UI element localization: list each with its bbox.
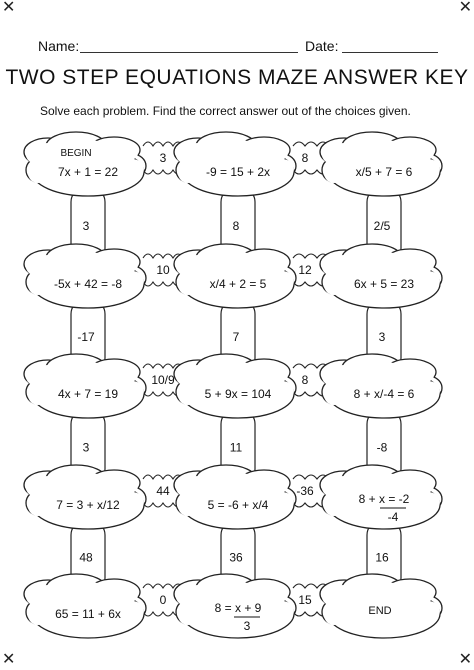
end-label: END [368,605,392,617]
answer-choice: -17 [77,330,95,344]
equation-text: 5 + 9x = 104 [204,387,272,401]
equation-text: 65 = 11 + 6x [55,607,121,621]
equation-cloud [24,132,146,196]
answer-choice: 15 [298,593,312,607]
answer-choice: 3 [378,330,386,344]
equation-cloud [24,574,146,638]
answer-choice: 10/9 [151,373,175,387]
corner-cross-icon: ✕ [2,0,16,16]
equation-cloud [174,132,296,196]
answer-choice: 48 [79,550,93,565]
corner-cross-icon: ✕ [2,651,16,668]
equation-cloud [174,244,296,308]
equation-text: -9 = 15 + 2x [205,165,271,179]
answer-choice: 3 [82,219,90,233]
equation-text: 7x + 1 = 22 [57,165,119,179]
answer-choice: 3 [159,151,167,165]
equation-cloud [24,465,146,529]
answer-choice: 16 [375,550,389,565]
date-label: Date: [305,38,339,54]
equation-cloud [320,354,442,418]
equation-text: x/4 + 2 = 5 [209,277,267,291]
equation-text: 6x + 5 = 23 [353,277,415,291]
answer-choice: 0 [159,593,167,607]
equation-cloud [24,354,146,418]
answer-choice: -36 [296,484,314,498]
answer-choice: 8 [232,219,240,233]
equation-text: 8 + x/-4 = 6 [353,387,415,401]
answer-choice: 10 [156,263,170,277]
answer-choice: 12 [298,263,312,277]
equation-text: -5x + 42 = -8 [53,277,123,291]
begin-label: BEGIN [60,148,92,159]
answer-choice: 7 [232,330,240,344]
equation-cloud [24,244,146,308]
equation-cloud [174,354,296,418]
equation-text: 7 = 3 + x/12 [56,498,120,512]
equation-text: 5 = -6 + x/4 [207,498,269,512]
answer-choice: 36 [229,550,243,565]
equation-denominator: -4 [387,510,399,524]
corner-cross-icon: ✕ [458,651,472,668]
page-title: TWO STEP EQUATIONS MAZE ANSWER KEY [5,66,469,89]
answer-choice: -8 [376,440,388,455]
answer-choice: 44 [156,484,170,498]
equation-text: 8 = x + 9 [214,601,262,615]
name-label: Name: [38,38,80,54]
equation-denominator: 3 [243,619,251,633]
equation-text: 4x + 7 = 19 [57,387,119,401]
equation-cloud [174,465,296,529]
equation-text: 8 + x = -2 [358,492,410,506]
equation-text: x/5 + 7 = 6 [355,165,413,179]
instructions: Solve each problem. Find the correct answer out of the choices given. [40,104,411,118]
answer-choice: 2/5 [373,219,391,233]
equation-cloud [320,244,442,308]
equation-cloud [320,132,442,196]
answer-choice: 8 [301,151,309,165]
answer-choice: 8 [301,373,309,387]
answer-choice: 11 [229,440,243,455]
corner-cross-icon: ✕ [458,0,472,16]
answer-choice: 3 [82,440,90,455]
